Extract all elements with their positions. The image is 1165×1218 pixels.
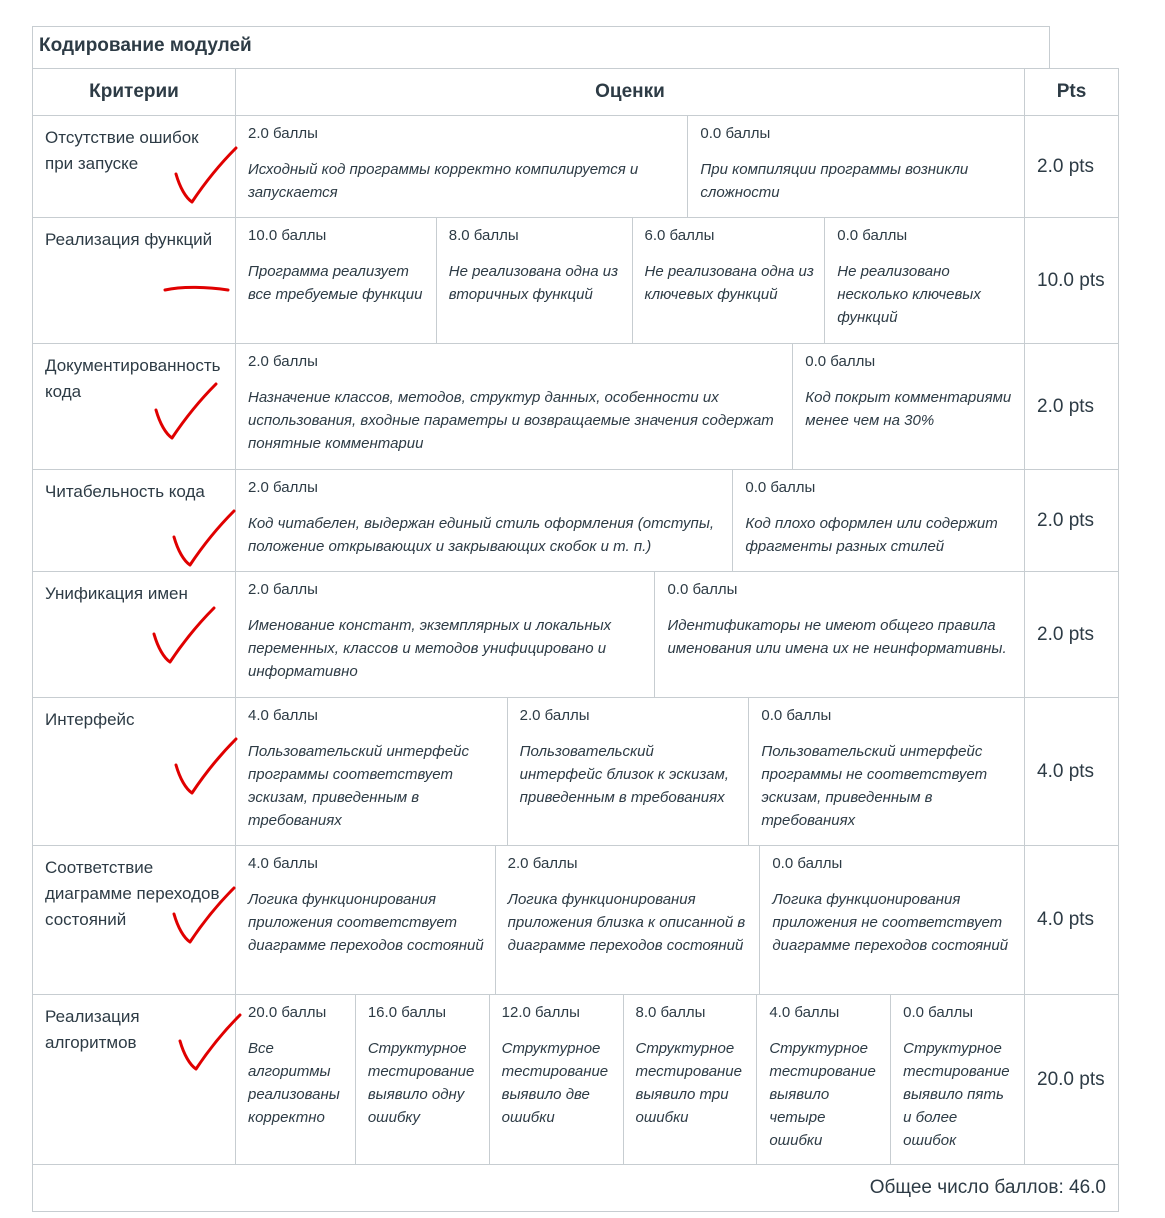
- rating-points: 2.0 баллы: [248, 353, 318, 370]
- ratings-cell: [236, 116, 1025, 218]
- rating-option[interactable]: [623, 995, 757, 1164]
- rating-description: Программа реализует все требуемые функции: [248, 263, 423, 303]
- rating-option[interactable]: [824, 218, 1024, 343]
- rating-description: Код читабелен, выдержан единый стиль оформления (отступы, положение открывающих и закрывающих скобок и т. п.): [248, 515, 715, 555]
- rating-description: Не реализована одна из вторичных функций: [448, 263, 619, 303]
- rating-points: 2.0 баллы: [248, 581, 318, 598]
- rating-points: 0.0 баллы: [903, 1004, 974, 1021]
- rating-points: 6.0 баллы: [644, 227, 715, 244]
- total-score: Общее число баллов: 46.0: [33, 1165, 1119, 1212]
- rating-option[interactable]: [236, 572, 654, 697]
- criterion-row: [33, 995, 1119, 1165]
- rating-description: Идентификаторы не имеют общего правила именования или имена их не неинформативны.: [667, 617, 1007, 657]
- rating-description: Не реализовано несколько ключевых функций: [837, 263, 981, 326]
- criterion-name: Унификация имен: [33, 572, 236, 698]
- ratings-cell: [236, 470, 1025, 572]
- rating-points: 8.0 баллы: [448, 227, 519, 244]
- rating-option[interactable]: [756, 995, 890, 1164]
- ratings-cell: [236, 846, 1025, 995]
- rating-description: Структурное тестирование выявило три ошибки: [635, 1040, 742, 1126]
- rating-points: 0.0 баллы: [745, 479, 816, 496]
- rating-option[interactable]: [890, 995, 1024, 1164]
- rating-option[interactable]: [236, 218, 436, 343]
- criterion-name: Отсутствие ошибок при запуске: [33, 116, 236, 218]
- criterion-row: [33, 344, 1119, 470]
- header-criteria: Критерии: [33, 69, 236, 116]
- rating-description: Не реализована одна из ключевых функций: [644, 263, 814, 303]
- rating-points: 2.0 баллы: [507, 855, 578, 872]
- rating-points: 2.0 баллы: [248, 125, 318, 142]
- header-row: [33, 69, 1119, 116]
- rating-option[interactable]: [236, 995, 355, 1164]
- criterion-name: Реализация функций: [33, 218, 236, 344]
- rating-points: 2.0 баллы: [519, 707, 590, 724]
- rating-option[interactable]: [236, 698, 507, 845]
- rating-option[interactable]: [355, 995, 489, 1164]
- rating-points: 4.0 баллы: [769, 1004, 840, 1021]
- rating-option[interactable]: [436, 218, 632, 343]
- criterion-row: [33, 572, 1119, 698]
- rating-points: 8.0 баллы: [635, 1004, 706, 1021]
- criterion-row: [33, 218, 1119, 344]
- rating-option[interactable]: [687, 116, 1024, 217]
- total-row: [33, 1165, 1119, 1212]
- rating-points: 20.0 баллы: [248, 1004, 327, 1021]
- criterion-points: 4.0 pts: [1025, 698, 1119, 846]
- rating-description: Пользовательский интерфейс программы соответствует эскизам, приведенным в требованиях: [248, 743, 470, 829]
- rating-points: 10.0 баллы: [248, 227, 327, 244]
- rating-option[interactable]: [759, 846, 1024, 994]
- rating-option[interactable]: [654, 572, 1024, 697]
- rating-points: 0.0 баллы: [761, 707, 832, 724]
- criterion-name: Читабельность кода: [33, 470, 236, 572]
- rating-points: 0.0 баллы: [805, 353, 876, 370]
- rating-description: Все алгоритмы реализованы корректно: [248, 1040, 340, 1126]
- criterion-name: Интерфейс: [33, 698, 236, 846]
- criterion-row: [33, 470, 1119, 572]
- rating-points: 4.0 баллы: [248, 707, 318, 724]
- rating-points: 4.0 баллы: [248, 855, 318, 872]
- rating-points: 16.0 баллы: [367, 1004, 447, 1021]
- ratings-cell: [236, 995, 1025, 1165]
- rating-description: Именование констант, экземплярных и локальных переменных, классов и методов унифицировано и информативно: [248, 617, 612, 680]
- rating-points: 0.0 баллы: [837, 227, 908, 244]
- header-ratings: Оценки: [236, 69, 1025, 116]
- criterion-row: [33, 116, 1119, 218]
- rating-description: Назначение классов, методов, структур данных, особенности их использования, входные параметры и возвращаемые значения содержат понятные комментарии: [248, 389, 774, 452]
- rating-option[interactable]: [792, 344, 1024, 469]
- rating-description: Структурное тестирование выявило пять и более ошибок: [903, 1040, 1010, 1149]
- rating-option[interactable]: [507, 698, 749, 845]
- ratings-cell: [236, 218, 1025, 344]
- rating-option[interactable]: [236, 470, 732, 571]
- rating-description: Логика функционирования приложения не соответствует диаграмме переходов состояний: [772, 891, 1009, 954]
- rating-description: Исходный код программы корректно компилируется и запускается: [248, 161, 639, 201]
- rating-points: 0.0 баллы: [772, 855, 843, 872]
- rating-points: 12.0 баллы: [501, 1004, 580, 1021]
- criterion-row: [33, 698, 1119, 846]
- rating-description: Пользовательский интерфейс близок к эскизам, приведенным в требованиях: [519, 743, 729, 806]
- rating-description: Код покрыт комментариями менее чем на 30%: [805, 389, 1012, 429]
- rating-option[interactable]: [236, 116, 687, 217]
- criterion-points: 2.0 pts: [1025, 344, 1119, 470]
- rating-points: 0.0 баллы: [700, 125, 771, 142]
- criterion-points: 20.0 pts: [1025, 995, 1119, 1165]
- rating-option[interactable]: [236, 344, 792, 469]
- rubric-title: Кодирование модулей: [32, 26, 1050, 68]
- rating-option[interactable]: [732, 470, 1024, 571]
- criterion-points: 10.0 pts: [1025, 218, 1119, 344]
- criterion-row: [33, 846, 1119, 995]
- rubric-table: [32, 68, 1119, 1212]
- rating-option[interactable]: [236, 846, 495, 994]
- rating-option[interactable]: [632, 218, 825, 343]
- rating-description: При компиляции программы возникли сложности: [700, 161, 969, 201]
- rating-description: Код плохо оформлен или содержит фрагменты разных стилей: [745, 515, 998, 555]
- criterion-name: Документированность кода: [33, 344, 236, 470]
- rating-description: Структурное тестирование выявило две ошибки: [501, 1040, 609, 1126]
- rating-option[interactable]: [748, 698, 1024, 845]
- rating-description: Структурное тестирование выявило одну ошибку: [367, 1040, 475, 1126]
- criterion-name: Соответствие диаграмме переходов состояний: [33, 846, 236, 995]
- rating-option[interactable]: [489, 995, 623, 1164]
- rating-option[interactable]: [495, 846, 760, 994]
- rating-description: Пользовательский интерфейс программы не соответствует эскизам, приведенным в требованиях: [761, 743, 988, 829]
- criterion-points: 2.0 pts: [1025, 470, 1119, 572]
- criterion-points: 2.0 pts: [1025, 116, 1119, 218]
- ratings-cell: [236, 698, 1025, 846]
- rating-description: Логика функционирования приложения близка к описанной в диаграмме переходов состояний: [507, 891, 746, 954]
- header-pts: Pts: [1025, 69, 1119, 116]
- criterion-points: 2.0 pts: [1025, 572, 1119, 698]
- rubric-body: [33, 116, 1119, 1165]
- rating-points: 2.0 баллы: [248, 479, 318, 496]
- criterion-name: Реализация алгоритмов: [33, 995, 236, 1165]
- rating-description: Логика функционирования приложения соответствует диаграмме переходов состояний: [248, 891, 484, 954]
- rating-description: Структурное тестирование выявило четыре ошибки: [769, 1040, 876, 1149]
- ratings-cell: [236, 344, 1025, 470]
- rating-points: 0.0 баллы: [667, 581, 738, 598]
- ratings-cell: [236, 572, 1025, 698]
- criterion-points: 4.0 pts: [1025, 846, 1119, 995]
